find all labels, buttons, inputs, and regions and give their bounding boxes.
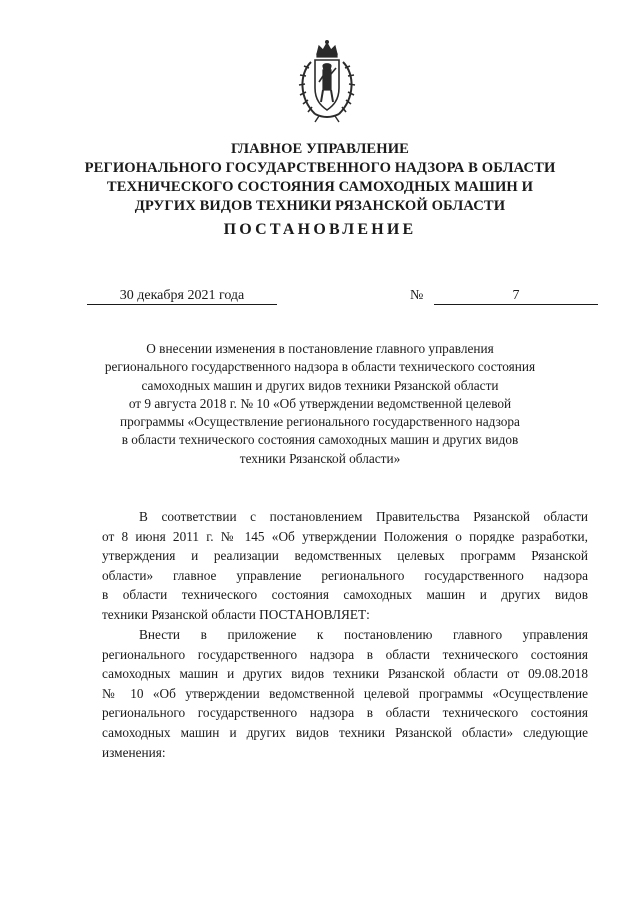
organization-line: ТЕХНИЧЕСКОГО СОСТОЯНИЯ САМОХОДНЫХ МАШИН И	[106, 179, 534, 195]
body-paragraph-1	[102, 507, 588, 625]
paragraph-line: № 10 «Об утверждении ведомственной целевой программы «Осуществление	[102, 685, 588, 701]
paragraph-line: самоходных машин и других видов техники Рязанской области» следующие	[102, 724, 588, 740]
document-number: 7	[434, 288, 598, 305]
paragraph-line: в области технического состояния самоходных машин и других видов	[102, 587, 588, 603]
subject-line: программы «Осуществление регионального государственного надзора	[120, 414, 520, 430]
document-type: ПОСТАНОВЛЕНИЕ	[223, 221, 417, 238]
subject-line: от 9 августа 2018 г. № 10 «Об утверждении ведомственной целевой	[128, 395, 512, 411]
paragraph-line: области» главное управление регионального государственного надзора	[102, 567, 588, 583]
body-paragraph-2	[102, 625, 588, 762]
subject-line: О внесении изменения в постановление главного управления	[146, 341, 494, 356]
coat-of-arms-icon	[293, 40, 361, 124]
organization-line: ДРУГИХ ВИДОВ ТЕХНИКИ РЯЗАНСКОЙ ОБЛАСТИ	[134, 198, 506, 214]
paragraph-line: регионального государственного надзора в области технического состояния	[102, 646, 588, 662]
document-subject	[70, 340, 570, 468]
paragraph-line: техники Рязанской области ПОСТАНОВЛЯЕТ:	[102, 606, 370, 622]
number-label: №	[410, 288, 424, 303]
subject-line: в области технического состояния самоходных машин и других видов	[121, 432, 519, 448]
paragraph-line: утверждения и реализации ведомственных целевых программ Рязанской	[102, 548, 588, 564]
paragraph-line: самоходных машин и других видов техники Рязанской области от 09.08.2018	[102, 666, 588, 682]
paragraph-line: изменения:	[102, 744, 166, 760]
subject-line: техники Рязанской области»	[239, 450, 401, 466]
organization-line: РЕГИОНАЛЬНОГО ГОСУДАРСТВЕННОГО НАДЗОРА В ОБЛАСТИ	[84, 160, 556, 176]
organization-line: ГЛАВНОЕ УПРАВЛЕНИЕ	[231, 141, 409, 157]
document-date: 30 декабря 2021 года	[87, 288, 277, 305]
paragraph-line: от 8 июня 2011 г. № 145 «Об утверждении Положения о порядке разработки,	[102, 528, 588, 544]
subject-line: регионального государственного надзора в области технического состояния	[104, 359, 536, 375]
paragraph-line: В соответствии с постановлением Правительства Рязанской области	[139, 509, 588, 524]
paragraph-line: Внести в приложение к постановлению главного управления	[139, 627, 588, 642]
subject-line: самоходных машин и других видов техники Рязанской области	[141, 377, 499, 393]
paragraph-line: регионального государственного надзора в области технического состояния	[102, 705, 588, 721]
organization-header	[60, 140, 580, 216]
